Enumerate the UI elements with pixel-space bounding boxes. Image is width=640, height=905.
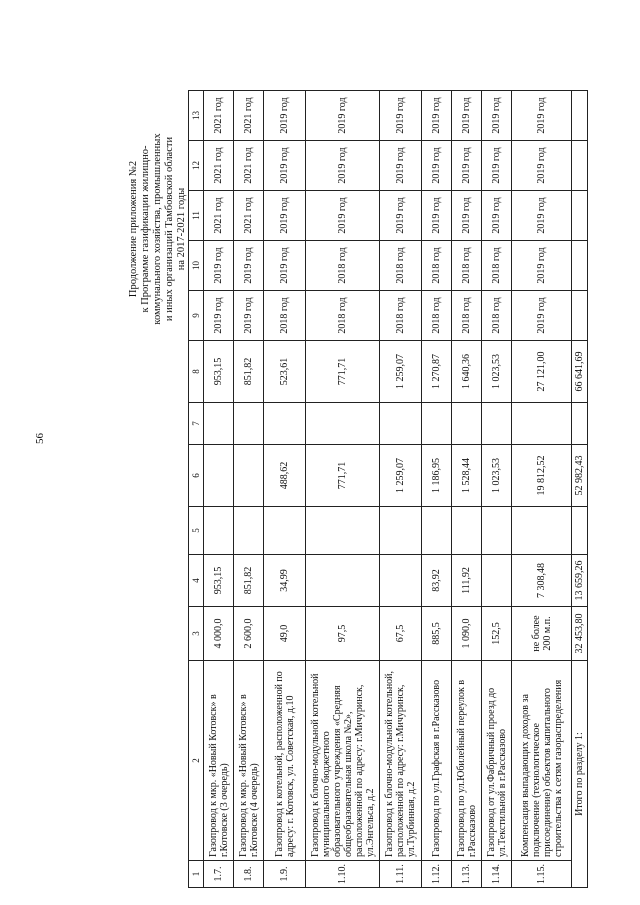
table-cell <box>234 445 264 507</box>
table-cell: 1 640,36 <box>452 341 482 403</box>
table-cell <box>482 555 512 607</box>
header-line-2: к Программе газификации жилищно- <box>140 145 151 313</box>
table-cell: 2019 год <box>306 141 380 191</box>
column-number-row <box>189 91 204 888</box>
row-number: 1.11. <box>380 861 422 888</box>
table-cell: 2018 год <box>422 241 452 291</box>
object-name: Газопровод к блочно-модульной котельной муниципального бюджетного образовательного учреждения «Средняя общеобразовательная школа №2», расположенной по адресу: г.Мичуринск, ул.Энгельса, д.2 <box>306 661 380 861</box>
col-header: 4 <box>189 555 204 607</box>
table-cell: 2019 год <box>204 241 234 291</box>
table-cell: 2019 год <box>264 141 306 191</box>
object-name: Газопровод от ул.Фабричный проезд до ул.Текстильной в г.Рассказово <box>482 661 512 861</box>
table-cell: 953,15 <box>204 555 234 607</box>
table-cell: 2019 год <box>512 141 572 191</box>
header-line-1: Продолжение приложения №2 <box>128 160 139 298</box>
table-cell: 2018 год <box>306 291 380 341</box>
object-name: Газопровод к блочно-модульной котельной, расположенной по адресу: г.Мичуринск, ул.Турбинная, д.2 <box>380 661 422 861</box>
table-cell: 2021 год <box>204 91 234 141</box>
table-cell: 2018 год <box>422 291 452 341</box>
total-cell <box>572 141 588 191</box>
table-cell <box>204 403 234 445</box>
table-cell <box>204 507 234 555</box>
col-header: 12 <box>189 141 204 191</box>
table-cell: 2019 год <box>264 191 306 241</box>
table-cell: 2018 год <box>482 241 512 291</box>
table-cell: 2021 год <box>234 91 264 141</box>
object-name: Компенсация выпадающих доходов за подключение (технологическое присоединение) объектов капитального строительства к сетям газораспределения <box>512 661 572 861</box>
col-header: 13 <box>189 91 204 141</box>
total-cell <box>572 507 588 555</box>
col-header: 9 <box>189 291 204 341</box>
table-cell: 2019 год <box>482 141 512 191</box>
table-cell: 7 308,48 <box>512 555 572 607</box>
col-header: 6 <box>189 445 204 507</box>
table-cell: 523,61 <box>264 341 306 403</box>
table-cell: 2018 год <box>482 291 512 341</box>
table-cell: 2019 год <box>380 91 422 141</box>
table-cell: 2019 год <box>452 191 482 241</box>
total-cell: 52 982,43 <box>572 445 588 507</box>
table-row <box>204 91 234 888</box>
table-cell: 4 000,0 <box>204 607 234 661</box>
table-cell: 771,71 <box>306 445 380 507</box>
table-cell: 771,71 <box>306 341 380 403</box>
table-cell: 2018 год <box>380 241 422 291</box>
table-cell <box>452 403 482 445</box>
table-cell: 34,99 <box>264 555 306 607</box>
table-cell <box>306 507 380 555</box>
table-cell: 67,5 <box>380 607 422 661</box>
object-name: Газопровод к котельной, расположенной по адресу: г. Котовск, ул. Советская, д.10 <box>264 661 306 861</box>
table-row <box>380 91 422 888</box>
table-cell: 27 121,00 <box>512 341 572 403</box>
table-cell <box>512 507 572 555</box>
col-header: 3 <box>189 607 204 661</box>
table-cell: 2019 год <box>512 91 572 141</box>
table-row <box>234 91 264 888</box>
table-cell: 2019 год <box>512 291 572 341</box>
table-cell <box>264 403 306 445</box>
object-name: Газопровод к мкр. «Новый Котовск» в г.Котовске (4 очередь) <box>234 661 264 861</box>
table-cell <box>234 403 264 445</box>
table-cell: 851,82 <box>234 341 264 403</box>
document-header <box>128 49 188 409</box>
table-cell: 2019 год <box>234 241 264 291</box>
table-row <box>264 91 306 888</box>
row-number: 1.8. <box>234 861 264 888</box>
rotated-page <box>124 43 640 888</box>
table-cell: 2019 год <box>306 91 380 141</box>
row-number: 1.15. <box>512 861 572 888</box>
table-cell: 2019 год <box>482 91 512 141</box>
table-cell: 49,0 <box>264 607 306 661</box>
table-cell: 1 023,53 <box>482 445 512 507</box>
col-header: 5 <box>189 507 204 555</box>
object-name: Газопровод к мкр. «Новый Котовск» в г.Котовске (3 очередь) <box>204 661 234 861</box>
total-cell <box>572 91 588 141</box>
table-cell: 2019 год <box>482 191 512 241</box>
table-cell: 97,5 <box>306 607 380 661</box>
table-cell: 1 259,07 <box>380 341 422 403</box>
object-name: Газопровод по ул.Юбилейный переулок в г.Рассказово <box>452 661 482 861</box>
table-cell: 2019 год <box>204 291 234 341</box>
table-cell: 19 812,52 <box>512 445 572 507</box>
row-number: 1.13. <box>452 861 482 888</box>
table-cell: 2019 год <box>452 91 482 141</box>
page-number: 56 <box>34 433 46 444</box>
header-line-3: коммунального хозяйства, промышленных <box>152 133 163 325</box>
total-cell <box>572 191 588 241</box>
table-cell <box>512 403 572 445</box>
table-cell: 1 259,07 <box>380 445 422 507</box>
table-cell: 2019 год <box>264 91 306 141</box>
table-cell: 152,5 <box>482 607 512 661</box>
row-number: 1.7. <box>204 861 234 888</box>
header-line-5: на 2017-2021 годы <box>176 187 187 271</box>
total-cell: 66 641,69 <box>572 341 588 403</box>
table-cell: 2019 год <box>422 191 452 241</box>
table-cell: 2019 год <box>452 141 482 191</box>
table-cell: 1 270,87 <box>422 341 452 403</box>
table-cell: 851,82 <box>234 555 264 607</box>
table-cell <box>380 403 422 445</box>
total-row <box>572 91 588 888</box>
table-cell: 2021 год <box>234 191 264 241</box>
table-cell <box>380 555 422 607</box>
table-cell <box>422 403 452 445</box>
table-cell: 2 600,0 <box>234 607 264 661</box>
table-cell: 2019 год <box>306 191 380 241</box>
header-line-4: и иных организаций Тамбовской области <box>164 136 175 322</box>
table-cell: 885,5 <box>422 607 452 661</box>
table-cell: 2019 год <box>422 141 452 191</box>
table-cell <box>306 403 380 445</box>
col-header: 2 <box>189 661 204 861</box>
table-cell: 1 528,44 <box>452 445 482 507</box>
row-number: 1.14. <box>482 861 512 888</box>
col-header: 1 <box>189 861 204 888</box>
table-cell: 1 186,95 <box>422 445 452 507</box>
table-cell <box>204 445 234 507</box>
table-cell: 2019 год <box>512 241 572 291</box>
col-header: 10 <box>189 241 204 291</box>
table-cell: 2018 год <box>452 241 482 291</box>
table-cell <box>482 403 512 445</box>
table-cell: 2018 год <box>452 291 482 341</box>
table-cell: 83,92 <box>422 555 452 607</box>
table-cell: 2019 год <box>264 241 306 291</box>
total-cell <box>572 291 588 341</box>
table-cell <box>234 507 264 555</box>
table-row <box>306 91 380 888</box>
table-cell: 2021 год <box>204 191 234 241</box>
total-label: Итого по разделу 1: <box>572 661 588 888</box>
table-cell: 2019 год <box>512 191 572 241</box>
table-cell: 2019 год <box>422 91 452 141</box>
table-cell <box>482 507 512 555</box>
table-cell: 111,92 <box>452 555 482 607</box>
table-cell <box>422 507 452 555</box>
table-cell: 2018 год <box>380 291 422 341</box>
table-row <box>452 91 482 888</box>
table-cell: 2018 год <box>306 241 380 291</box>
table-cell: 488,62 <box>264 445 306 507</box>
table-cell: 1 023,53 <box>482 341 512 403</box>
object-name: Газопровод по ул.Графская в г.Рассказово <box>422 661 452 861</box>
table-cell: 1 090,0 <box>452 607 482 661</box>
table-row <box>422 91 452 888</box>
table-cell: 2019 год <box>380 141 422 191</box>
table-cell: 2021 год <box>234 141 264 191</box>
table-row <box>512 91 572 888</box>
table-cell: 953,15 <box>204 341 234 403</box>
table-cell: 2019 год <box>234 291 264 341</box>
total-cell <box>572 241 588 291</box>
total-cell: 13 659,26 <box>572 555 588 607</box>
col-header: 11 <box>189 191 204 241</box>
table-cell <box>306 555 380 607</box>
row-number: 1.12. <box>422 861 452 888</box>
table-cell: 2019 год <box>380 191 422 241</box>
table-cell <box>264 507 306 555</box>
total-cell <box>572 403 588 445</box>
table-cell: 2021 год <box>204 141 234 191</box>
table-cell <box>380 507 422 555</box>
col-header: 8 <box>189 341 204 403</box>
col-header: 7 <box>189 403 204 445</box>
row-number: 1.9. <box>264 861 306 888</box>
table-cell: не более 200 м.п. <box>512 607 572 661</box>
row-number: 1.10. <box>306 861 380 888</box>
table-cell: 2018 год <box>264 291 306 341</box>
table-row <box>482 91 512 888</box>
total-cell: 32 453,80 <box>572 607 588 661</box>
gasification-table <box>188 90 588 888</box>
table-cell <box>452 507 482 555</box>
